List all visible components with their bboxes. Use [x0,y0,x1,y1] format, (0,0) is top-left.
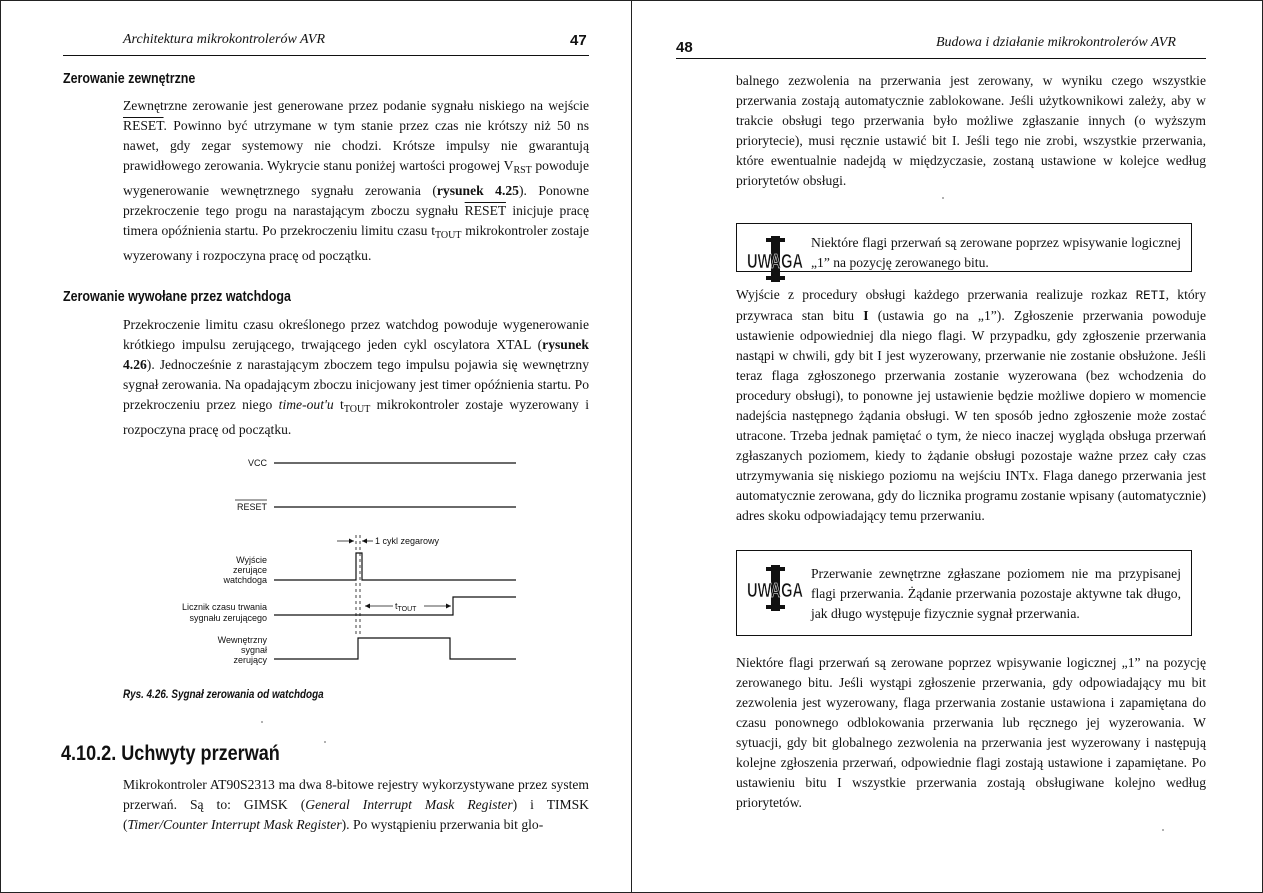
clock-arrowhead-right [362,539,367,544]
tout-label: $t_{TOUT}$ [395,601,417,613]
note-1-text: Niektóre flagi przerwań są zerowane poprzez wpisywanie logicznej „1” na pozycję zerowanego bitu. [811,235,1181,270]
running-header: Architektura mikrokontrolerów AVR [123,32,326,47]
timing-diagram [1,441,633,681]
internal-reset-label-3: zerujący [233,655,267,665]
uwaga-warning-icon [745,236,805,282]
note-2-text: Przerwanie zewnętrzne zgłaszane poziomem nie ma przypisanej flagi przerwania. Żądanie przerwania pozostaje aktywne tak długo, jak długo występuje fizycznie sygnał przerwania. [811,566,1181,621]
scan-speck [261,721,263,723]
figure-reference: rysunek 4.25 [436,183,519,198]
internal-reset-signal [274,638,516,659]
page-number: 48 [676,39,693,56]
paragraph-interrupt-handlers: Mikrokontroler AT90S2313 ma dwa 8-bitowe rejestry wykorzystywane przez system przerwań. Są to: GIMSK (General Interrupt Mask Register) i TIMSK (Timer/Counter Interrupt Mask Register). Po wystąpieniu przerwania bit glo- [123,777,589,832]
header-rule [63,55,589,56]
paragraph-external-reset: Zewnętrzne zerowanie jest generowane przez podanie sygnału niskiego na wejście RESET. Powinno być utrzymane w tym stanie przez czas nie krótszy niż 50 ns nawet, gdy zegar systemowy nie chodzi. Krótsze impulsy nie gwarantują prawidłowego zerowania. Wykrycie stanu poniżej wartości progowej $V_{RST}$ powoduje wygenerowanie wewnętrznego sygnału zerowania (rysunek 4.25). Ponowne przekroczenie tego progu na narastającym zboczu sygnału RESET inicjuje pracę timera opóźnienia startu. Po przekroczeniu limitu czasu $t_{TOUT}$ mikrokontroler zostaje wyzerowany i rozpoczyna pracę od początku. [123,98,590,263]
section-heading-interrupt-handlers: 4.10.2. Uchwyty przerwań [61,742,280,765]
scan-speck [1162,829,1164,831]
note-box-1 [736,223,1192,272]
section-heading-watchdog-reset: Zerowanie wywołane przez watchdoga [63,289,291,305]
tout-arrowhead-left [365,604,370,609]
internal-reset-label-2: sygnał [240,645,267,655]
paragraph-watchdog-reset: Przekroczenie limitu czasu określonego przez watchdog powoduje wygenerowanie krótkiego impulsu zerującego, trwającego jeden cykl oscylatora XTAL (rysunek 4.26). Jednocześnie z narastającym zboczem tego impulsu pojawia się wewnętrzny sygnał zerowania. Na opadającym zboczu inicjowany jest timer opóźnienia startu. Po przekroczeniu przez niego time-out'u $t_{TOUT}$ mikrokontroler zostaje wyzerowany i rozpoczyna pracę od początku. [123,317,589,437]
internal-reset-label-1: Wewnętrzny [217,635,267,645]
paragraph-reti: Wyjście z procedury obsługi każdego przerwania realizuje rozkaz RETI, który przywraca stan bitu I (ustawia go na „1”). Zgłoszenie przerwania powoduje ustawienie odpowiedniej dla niego flagi. W przypadku, gdy zgłoszenie przerwania nastąpi w chwili, gdy bit I jest wyzerowany, przerwanie nie zostanie obsłużone. Jeśli teraz flaga zgłoszonego przerwania zostanie wyzerowana (bez wchodzenia do procedury obsługi), to ponowne jej ustawienie będzie możliwe dopiero w momencie nadejścia następnego żądania obsługi. W ten sposób jedno zgłoszenie może zostać utracone. Trzeba jednak pamiętać o tym, że nieco inaczej wygląda obsługa przerwań zgłaszanych poziomem, kiedy to żądanie obsługi pozostaje ważne przez cały czas utrzymywania się niskiego poziomu na wejściu INTx. Flaga danego przerwania jest automatycznie zerowana, gdy do licznika programu zostanie wpisany (automatycznie) adres skoku odpowiadający temu przerwaniu. [736,287,1206,523]
watchdog-output-label-2: zerujące [232,565,267,575]
counter-label-2: sygnału zerującego [189,613,267,623]
right-page [631,0,1263,893]
svg-text:UWAGA: UWAGA [747,251,803,273]
page-number: 47 [570,32,587,49]
clock-arrowhead-left [349,539,354,544]
note-box-2 [736,550,1192,636]
watchdog-output-label-3: watchdoga [223,575,267,585]
reset-label: RESET [236,502,267,512]
watchdog-output-label-1: Wyjście [236,555,267,565]
svg-text:UWAGA: UWAGA [747,580,803,602]
watchdog-output-signal [274,553,516,580]
clock-cycle-label: 1 cykl zegarowy [375,536,440,546]
scan-speck [324,741,326,743]
paragraph-flag-clearing: Niektóre flagi przerwań są zerowane poprzez wpisywanie logicznej „1” na pozycję zerowanego bitu. Jeśli wystąpi zgłoszenie przerwania, gdy odpowiadający mu bit zezwolenia jest wyzerowany, flaga przerwania zostanie ustawiona i zapamiętana do czasu ponownego odblokowania przerwania lub ręcznego jej wyzerowania. W sytuacji, gdy bit globalnego zezwolenia na przerwania jest wyzerowany i następują kolejne zgłoszenia przerwań, odpowiednie flagi zostają ustawione i zapamiętane. Po ustawieniu bitu I wszystkie przerwania zostają obsługiwane kolejno według priorytetów. [736,655,1206,810]
vcc-label: VCC [247,458,267,468]
uwaga-warning-icon [745,565,805,611]
section-heading-external-reset: Zerowanie zewnętrzne [63,71,196,87]
running-header: Budowa i działanie mikrokontrolerów AVR [936,35,1176,50]
counter-label-1: Licznik czasu trwania [181,602,267,612]
figure-caption: Rys. 4.26. Sygnał zerowania od watchdoga [123,689,324,701]
tout-arrowhead-right [446,604,451,609]
paragraph-global-interrupt: balnego zezwolenia na przerwania jest zerowany, w wyniku czego wszystkie przerwania zostają automatycznie zablokowane. Jeśli użytkownikowi zależy, aby w trakcie obsługi tego przerwania było możliwe zgłaszanie innych (o wyższym priorytecie), musi ręcznie ustawić bit I. Jeśli tego nie zrobi, wszystkie przerwania, które ewentualnie nadejdą w międzyczasie, zostaną ustawione w kolejce według priorytetów obsługi. [736,73,1206,188]
figure-reference: rysunek 4.26 [123,337,589,372]
scan-speck [942,197,944,199]
header-rule [676,58,1206,59]
